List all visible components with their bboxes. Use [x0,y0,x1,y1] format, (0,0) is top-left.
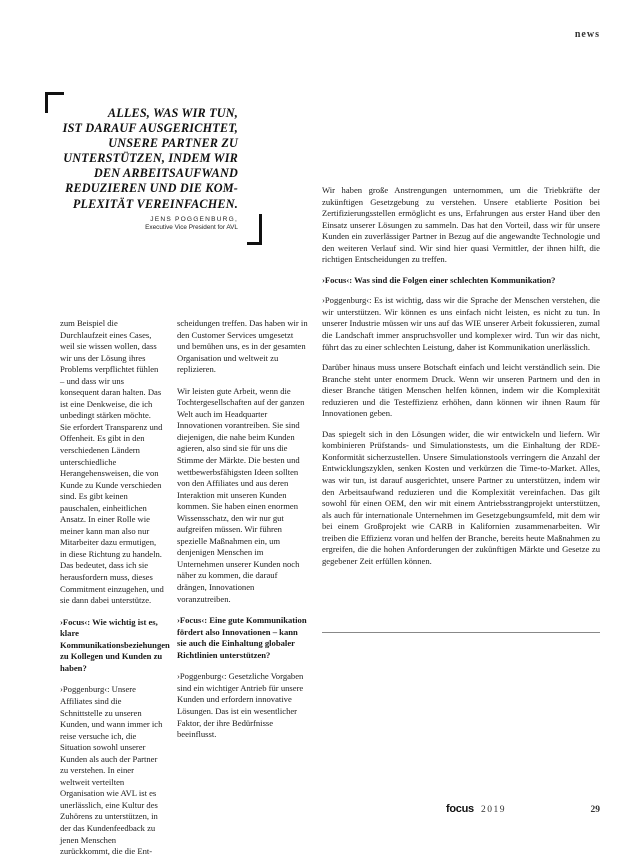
pull-quote-line: REDUZIEREN UND DIE KOM- [65,181,238,196]
pull-quote [60,106,238,212]
end-rule [322,632,600,633]
interview-question: ›Focus‹: Was sind die Folgen einer schlechten Kommunikation? [322,274,556,285]
paragraph: Das spiegelt sich in den Lösungen wider, die wir entwickeln und liefern. Wir kombinieren Prüfstands- und Simulationstests, um die Einhaltung der RDE-Konformität sicherzustellen. Unsere Simulationstools verringern die Anzahl der Entwicklungszyklen, senken Kosten und verkürzen die Time-to-Market. Alles, was wir tun, ist darauf ausgerichtet, unsere Partner zu unterstützen, indem wir den Arbeitsaufwand reduzieren und die Komplexität vereinfachen. Das gilt sowohl für einen OEM, den wir mit einem Antriebsstrangprojekt unterstützen, als auch für internationale Unternehmen im Gesetzgebungsumfeld, mit dem wir bei einem Großprojekt wie CARB in Kalifornien zusammenarbeiten. Wir treiben die Effizienz voran und helfen der Branche, bereits heute Maßnahmen zu ergreifen, die die hohen Anforderungen der zukünftigen Märkte und Gesetze zu gegebener Zeit erfüllen können. [322,428,600,566]
paragraph: Darüber hinaus muss unsere Botschaft einfach und leicht verständlich sein. Die Branche steht unter enormem Druck. Wenn wir unseren Partnern und den in dieser Branche tätigen Menschen helfen können, indem wir die Komplexität reduzieren und die Testeffizienz erhöhen, dann können wir ihnen Raum für Innovationen geben. [322,362,600,419]
pull-quote-line: DEN ARBEITSAUFWAND [93,166,238,181]
paragraph: zum Beispiel die Durchlaufzeit eines Cases, weil sie wissen wollen, dass wir uns der Lösung ihres Problems verpflichtet fühlen – und dass wir uns konsequent daran halten. Das ist eine Denkweise, die ich unbedingt stärken möchte. Sie erfordert Transparenz und Offenheit. Es gibt in den verschiedenen Ländern unterschiedliche Herangehensweisen, die von Kunde zu Kunde verschieden sind. Es gibt keinen pauschalen, einheitlichen Ansatz. In einer Rolle wie meiner kann man also nur Mitarbeiter dazu ermutigen, in diese Richtung zu handeln. Das bedeutet, dass ich sie herausfordern muss, dieses Commitment einzugehen, und sie dann dabei unterstütze. [60,318,164,606]
interview-question: ›Focus‹: Eine gute Kommunikation fördert also Innovationen – kann sie auch die Einhaltung globaler Richtlinien unterstützen? [177,615,307,660]
paragraph: scheidungen treffen. Das haben wir in den Customer Services umgesetzt und bemühen uns, es in der gesamten Organisation und weltweit zu replizieren. [177,318,308,375]
pull-quote-line: UNTERSTÜTZEN, INDEM WIR [63,151,238,166]
attribution-name: JENS POGGENBURG, [150,216,238,223]
interview-question: ›Focus‹: Wie wichtig ist es, klare Kommunikationsbeziehungen zu Kollegen und Kunden zu haben? [60,616,170,673]
paragraph: ›Poggenburg‹: Unsere Affiliates sind die Schnittstelle zu unseren Kunden, und wann immer ich reise versuche ich, die Situation sowohl unserer Kunden als auch der Partner zu verstehen. In einer weltweit verteilten Organisation wie AVL ist es unerlässlich, eine Kultur des Zuhörens zu unterstützen, in der das Kundenfeedback zu jenen Menschen zurückkommt, die die Ent- [60,684,163,857]
article-column-3 [322,185,600,576]
pull-quote-line: PLEXITÄT VEREINFACHEN. [72,196,238,211]
pull-quote-line: UNSERE PARTNER ZU [108,136,238,151]
paragraph: ›Poggenburg‹: Es ist wichtig, dass wir die Sprache der Menschen verstehen, die wir unterstützen. Wir können es uns einfach nicht leisten, es nicht zu tun. In unserer Industrie müssen wir uns auf das WIE unserer Arbeit fokussieren, zumal die Landschaft immer anspruchsvoller und komplexer wird. Tun wir das nicht, führt das zu einer schlechten Leistung, daher ist Kommunikation unerlässlich. [322,295,600,352]
footer-brand-logo: focus [446,803,474,815]
paragraph: Wir leisten gute Arbeit, wenn die Tochtergesellschaften auf der ganzen Welt auch im Headquarter Innovationen vorantreiben. Sie sind diejenigen, die nahe beim Kunden agieren, also sind sie für uns die Stimme der Märkte. Die besten und wettbewerbsfähigsten Ideen sollten von den Affiliates und aus deren Interaktion mit unseren Kunden kommen. Sie haben einen enormen Wissensschatz, den wir nur gut aufgreifen müssen. Wir führen spezielle Maßnahmen ein, um denjenigen Menschen im Unternehmen unserer Kunden noch näher zu kommen, die darauf drängen, Innovationen voranzutreiben. [177,385,305,604]
quote-bracket-bottom-right [247,214,262,245]
article-column-2 [177,318,308,751]
paragraph: ›Poggenburg‹: Gesetzliche Vorgaben sind ein wichtiger Antrieb für unsere Kunden und erfordern innovative Lösungen. Das ist ein wesentlicher Faktor, der ihre Bedürfnisse beeinflusst. [177,671,304,740]
paragraph: Wir haben große Anstrengungen unternommen, um die Triebkräfte der zukünftigen Gesetzgebung zu verstehen. Unsere etablierte Position bei Zertifizierungsstellen ermöglicht es uns, Erfahrungen aus erster Hand über den Einsatz unserer Lösungen zu sammeln. Das hat den Vorteil, dass wir für unsere Kunden ein zuverlässiger Partner in Bezug auf die angewandte Technologie und den weiteren Verlauf sind. Wir sind hier quasi Vermittler, der ihnen hilft, die richtigen Entscheidungen zu treffen. [322,185,600,265]
footer-year: 2019 [481,805,506,815]
article-column-1 [60,318,170,868]
pull-quote-line: IST DARAUF AUSGERICHTET, [62,121,238,136]
attribution-title: Executive Vice President for AVL [145,224,238,231]
section-label: news [574,29,600,40]
quote-attribution [60,216,238,231]
pull-quote-line: ALLES, WAS WIR TUN, [107,106,238,120]
page-number: 29 [590,805,600,815]
